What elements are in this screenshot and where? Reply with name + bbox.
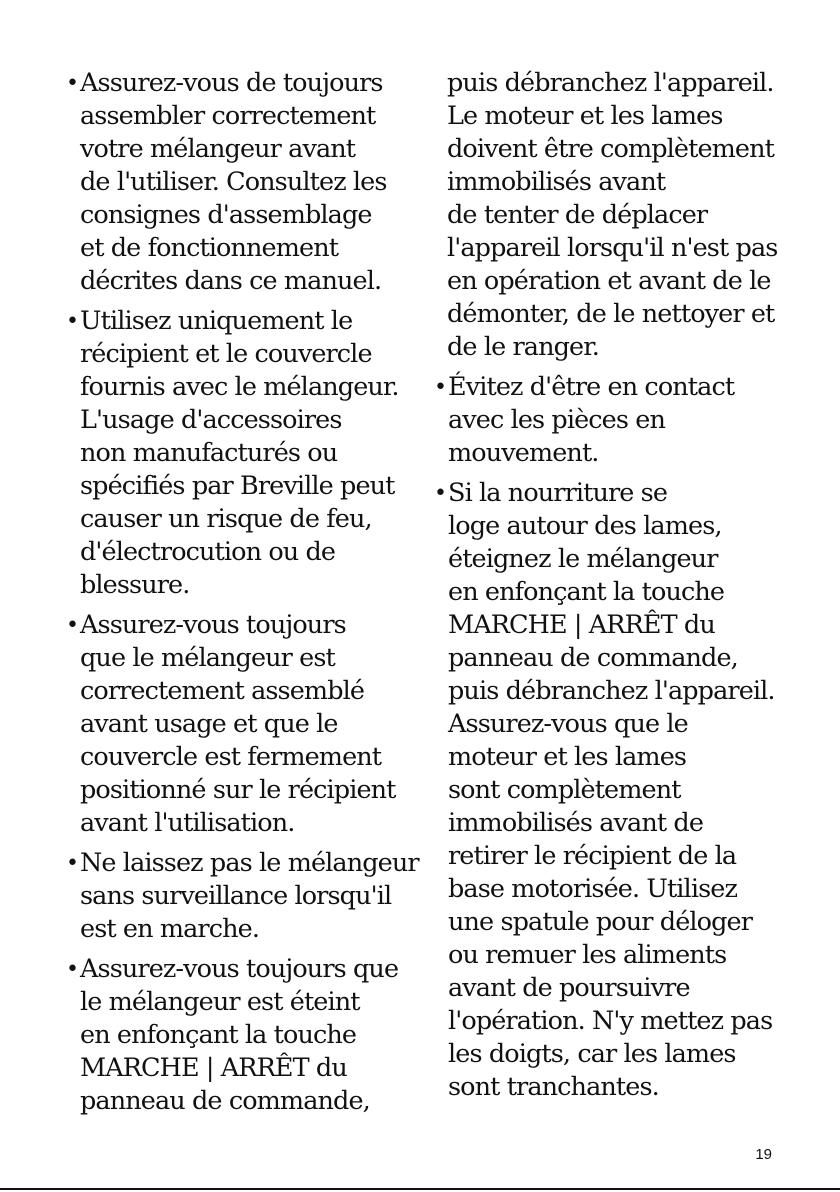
- text-line: moteur et les lames: [448, 742, 687, 772]
- text-line: doivent être complètement: [447, 134, 774, 164]
- safety-bullet-moving-parts: [430, 371, 780, 470]
- continued-paragraph: [430, 67, 780, 364]
- text-line: de tenter de déplacer: [447, 200, 708, 230]
- text-line: avec les pièces en: [448, 405, 665, 435]
- text-line: avant de poursuivre: [448, 973, 690, 1003]
- text-line: en enfonçant la touche: [80, 1020, 357, 1050]
- text-line: blessure.: [80, 570, 190, 600]
- text-line: une spatule pour déloger: [448, 907, 752, 937]
- text-line: fournis avec le mélangeur.: [80, 372, 399, 402]
- safety-bullet-switch-off: [62, 953, 414, 1118]
- text-line: sont tranchantes.: [448, 1072, 659, 1102]
- text-line: Assurez-vous toujours: [80, 610, 346, 640]
- text-line: retirer le récipient de la: [448, 841, 737, 871]
- text-line: couvercle est fermement: [80, 742, 382, 772]
- text-line: Assurez-vous de toujours: [80, 68, 383, 98]
- text-line: panneau de commande,: [80, 1086, 370, 1116]
- text-line: en opération et avant de le: [447, 266, 771, 296]
- left-column: [62, 67, 419, 1125]
- text-line: l'opération. N'y mettez pas: [448, 1006, 773, 1036]
- bullet-dot-icon: •: [66, 613, 79, 638]
- text-line: spécifiés par Breville peut: [80, 471, 395, 501]
- text-line: de le ranger.: [447, 332, 599, 362]
- text-line: Si la nourriture se: [448, 478, 668, 508]
- safety-bullet-assemble: [62, 67, 414, 298]
- text-line: Assurez-vous toujours que: [80, 954, 399, 984]
- text-line: L'usage d'accessoires: [80, 405, 342, 435]
- text-line: loge autour des lames,: [448, 511, 722, 541]
- text-line: que le mélangeur est: [80, 643, 335, 673]
- text-line: Ne laissez pas le mélangeur: [80, 848, 419, 878]
- safety-bullet-lid: [62, 609, 414, 840]
- bullet-dot-icon: •: [66, 851, 79, 876]
- text-line: MARCHE | ARRÊT du: [448, 610, 715, 640]
- text-line: avant usage et que le: [80, 709, 338, 739]
- bullet-dot-icon: •: [66, 71, 79, 96]
- safety-bullet-accessories: [62, 305, 414, 602]
- text-line: puis débranchez l'appareil.: [448, 676, 775, 706]
- page-number: 19: [755, 1146, 772, 1163]
- text-line: causer un risque de feu,: [80, 504, 372, 534]
- text-line: votre mélangeur avant: [80, 134, 356, 164]
- bullet-dot-icon: •: [434, 481, 447, 506]
- text-line: décrites dans ce manuel.: [80, 266, 382, 296]
- text-line: est en marche.: [80, 914, 260, 944]
- text-line: Le moteur et les lames: [447, 101, 723, 131]
- text-line: puis débranchez l'appareil.: [447, 68, 774, 98]
- text-line: sont complètement: [448, 775, 681, 805]
- text-line: le mélangeur est éteint: [80, 987, 360, 1017]
- text-line: non manufacturés ou: [80, 438, 338, 468]
- text-line: correctement assemblé: [80, 676, 365, 706]
- text-line: Évitez d'être en contact: [448, 372, 735, 402]
- text-line: sans surveillance lorsqu'il: [80, 881, 392, 911]
- text-line: démonter, de le nettoyer et: [447, 299, 775, 329]
- text-line: de l'utiliser. Consultez les: [80, 167, 387, 197]
- text-line: et de fonctionnement: [80, 233, 339, 263]
- text-line: éteignez le mélangeur: [448, 544, 718, 574]
- text-line: positionné sur le récipient: [80, 775, 396, 805]
- text-line: les doigts, car les lames: [448, 1039, 736, 1069]
- text-line: Assurez-vous que le: [448, 709, 688, 739]
- text-line: l'appareil lorsqu'il n'est pas: [447, 233, 778, 263]
- text-line: en enfonçant la touche: [448, 577, 725, 607]
- text-line: panneau de commande,: [448, 643, 738, 673]
- text-line: d'électrocution ou de: [80, 537, 336, 567]
- text-line: MARCHE | ARRÊT du: [80, 1053, 347, 1083]
- text-line: mouvement.: [448, 438, 599, 468]
- text-line: assembler correctement: [80, 101, 376, 131]
- text-line: immobilisés avant: [447, 167, 666, 197]
- text-line: ou remuer les aliments: [448, 940, 727, 970]
- right-column: [430, 67, 780, 1111]
- bullet-dot-icon: •: [434, 375, 447, 400]
- bullet-dot-icon: •: [66, 309, 79, 334]
- text-line: Utilisez uniquement le: [80, 306, 353, 336]
- text-line: avant l'utilisation.: [80, 808, 295, 838]
- safety-bullet-food-lodged: [430, 477, 780, 1104]
- bottom-rule: [0, 1188, 840, 1190]
- safety-bullet-unattended: [62, 847, 419, 946]
- bullet-dot-icon: •: [66, 957, 79, 982]
- text-line: immobilisés avant de: [448, 808, 704, 838]
- text-line: base motorisée. Utilisez: [448, 874, 737, 904]
- text-line: récipient et le couvercle: [80, 339, 372, 369]
- text-line: consignes d'assemblage: [80, 200, 372, 230]
